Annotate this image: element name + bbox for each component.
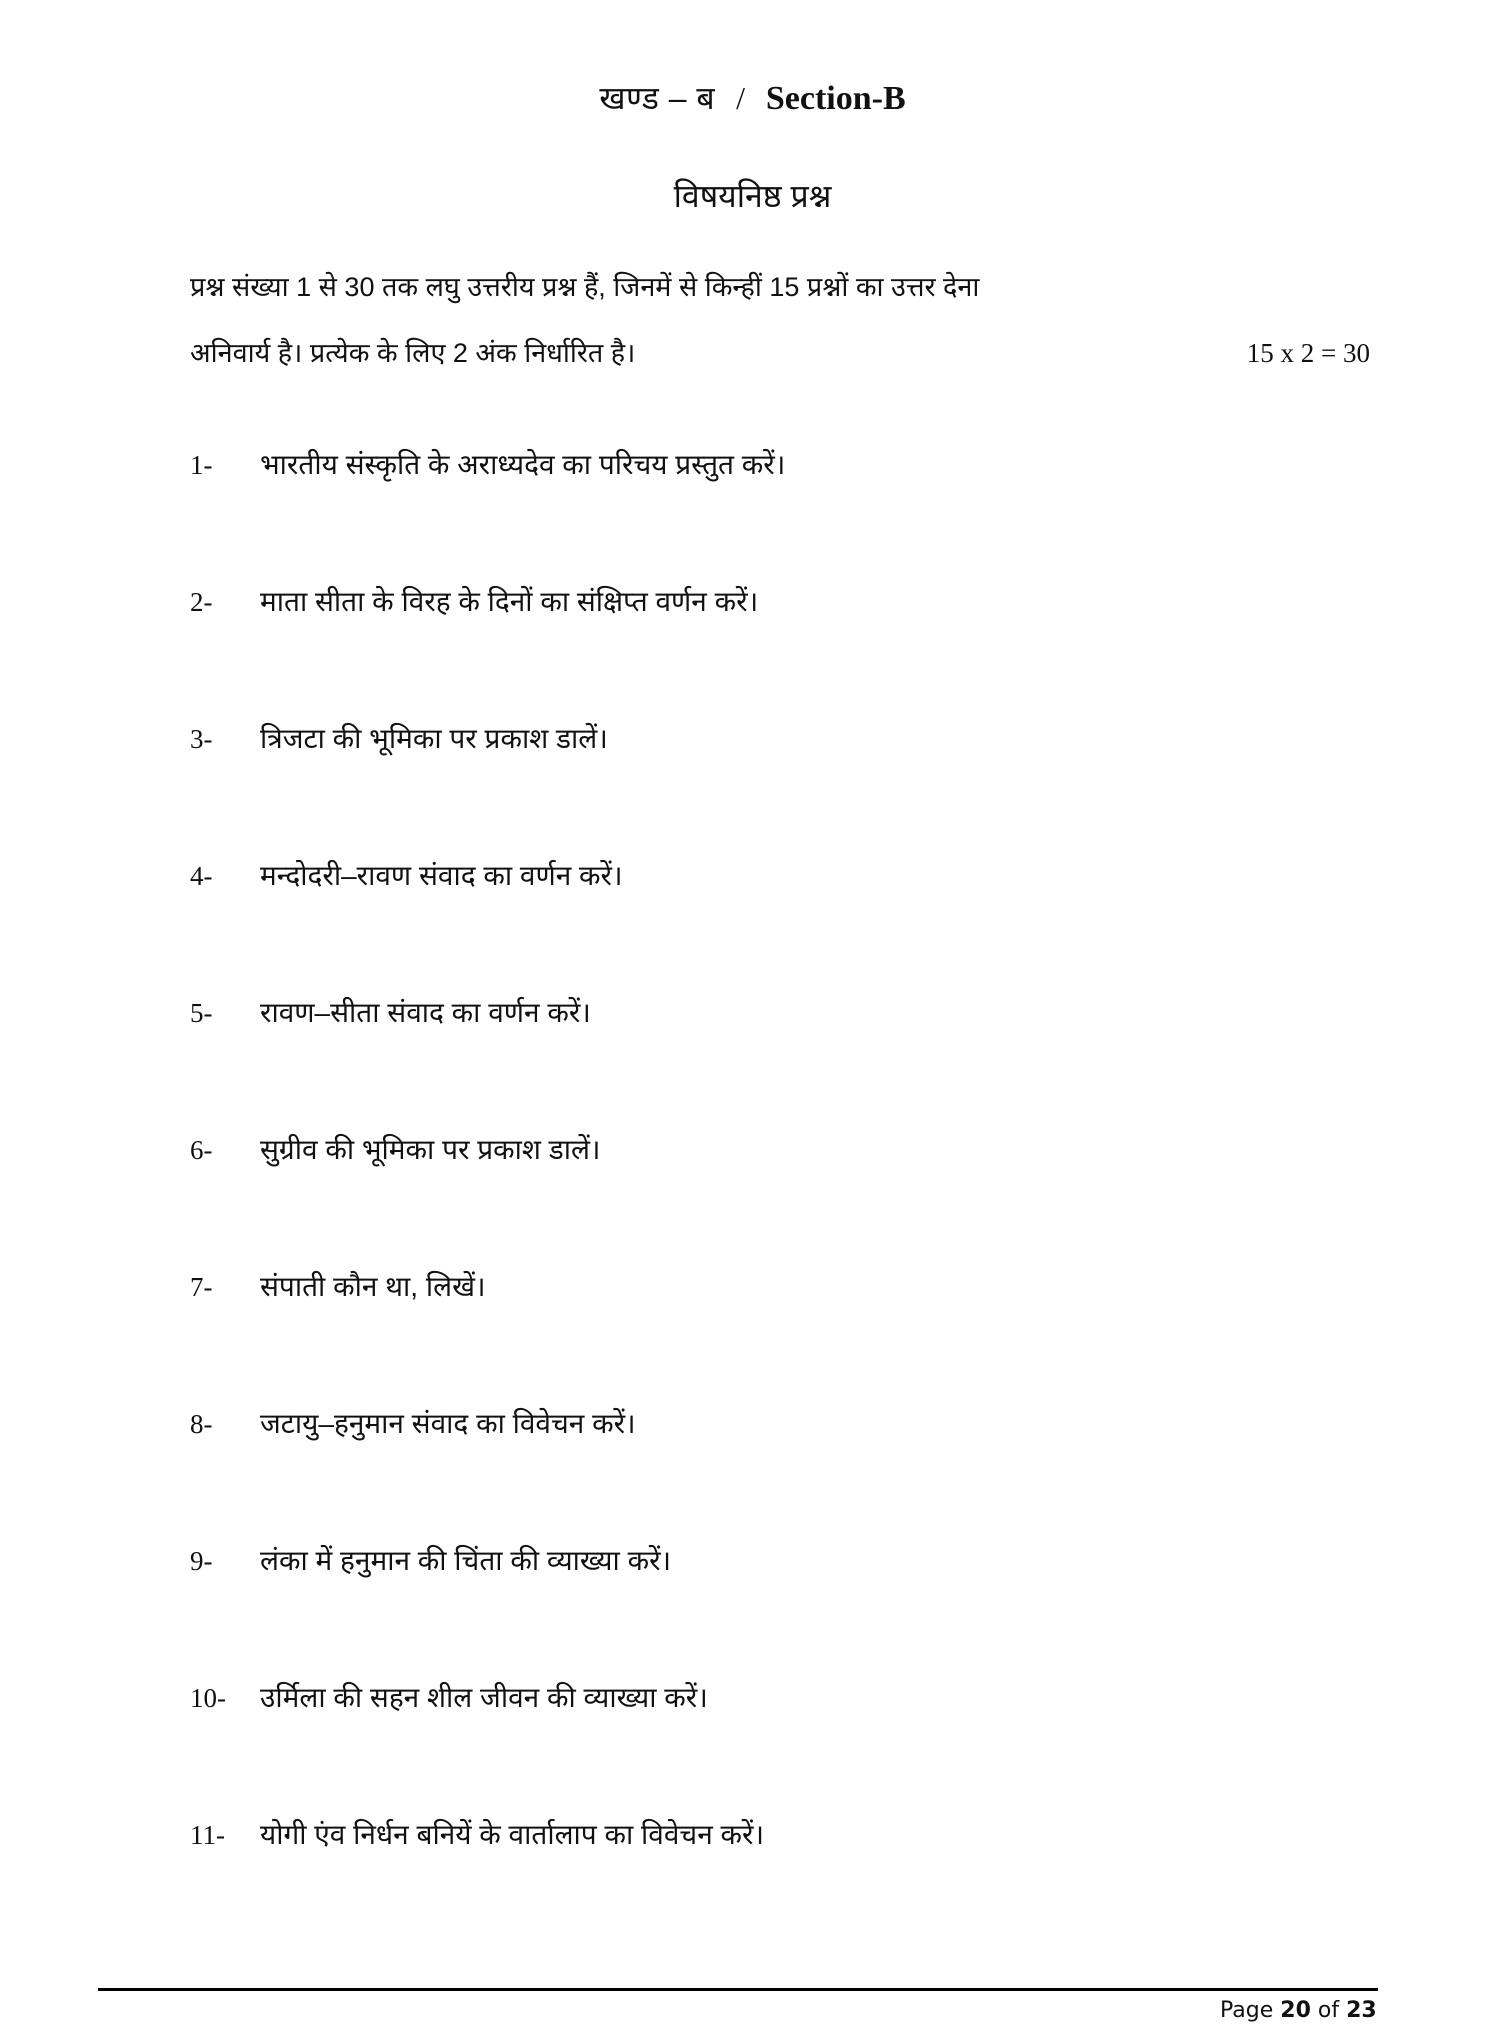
- section-title-english: Section-B: [765, 80, 906, 117]
- page-number: [1220, 1997, 1377, 2025]
- question-item: [190, 1262, 1370, 1399]
- subjective-questions-heading: विषयनिष्ठ प्रश्न: [673, 178, 832, 214]
- question-number: 2-: [190, 587, 213, 617]
- question-item: [190, 1536, 1370, 1673]
- question-number: 9-: [190, 1546, 213, 1576]
- total-pages: 23: [1346, 1998, 1377, 2023]
- question-text: मन्दोदरी–रावण संवाद का वर्णन करें।: [260, 860, 623, 891]
- question-item: [190, 577, 1370, 714]
- question-text: संपाती कौन था, लिखें।: [260, 1271, 486, 1302]
- question-item: [190, 1673, 1370, 1810]
- question-text: भारतीय संस्कृति के अराध्यदेव का परिचय प्रस्तुत करें।: [260, 449, 786, 480]
- instruction-line-2: [190, 320, 1370, 386]
- question-number: 6-: [190, 1135, 213, 1165]
- question-text: माता सीता के विरह के दिनों का संक्षिप्त वर्णन करें।: [260, 586, 759, 617]
- question-list: [190, 440, 1370, 1947]
- question-text: योगी एंव निर्धन बनियें के वार्तालाप का विवेचन करें।: [260, 1819, 765, 1850]
- of-label: of: [1317, 1998, 1340, 2023]
- section-title-separator: /: [736, 80, 745, 116]
- question-item: [190, 714, 1370, 851]
- instruction-line-2-text: अनिवार्य है। प्रत्येक के लिए 2 अंक निर्धारित है।: [190, 338, 636, 368]
- question-item: [190, 988, 1370, 1125]
- question-item: [190, 851, 1370, 988]
- question-number: 5-: [190, 998, 213, 1028]
- question-number: 8-: [190, 1409, 213, 1439]
- question-number: 1-: [190, 450, 213, 480]
- marks-allocation: 15 x 2 = 30: [1246, 338, 1370, 368]
- question-text: रावण–सीता संवाद का वर्णन करें।: [260, 997, 591, 1028]
- current-page: 20: [1280, 1998, 1311, 2023]
- question-number: 11-: [190, 1820, 225, 1850]
- question-number: 3-: [190, 724, 213, 754]
- question-number: 4-: [190, 861, 213, 891]
- instruction-line-1: प्रश्न संख्या 1 से 30 तक लघु उत्तरीय प्रश्न हैं, जिनमें से किन्हीं 15 प्रश्नों का उत्तर देना: [190, 272, 980, 302]
- section-heading: [0, 78, 1505, 119]
- question-item: [190, 1399, 1370, 1536]
- question-item: [190, 440, 1370, 577]
- page-label: Page: [1220, 1998, 1274, 2023]
- question-text: उर्मिला की सहन शील जीवन की व्याख्या करें।: [260, 1682, 708, 1713]
- question-text: जटायु–हनुमान संवाद का विवेचन करें।: [260, 1408, 636, 1439]
- question-number: 10-: [190, 1683, 226, 1713]
- question-text: लंका में हनुमान की चिंता की व्याख्या करें।: [260, 1545, 672, 1576]
- question-item: [190, 1125, 1370, 1262]
- question-text: त्रिजटा की भूमिका पर प्रकाश डालें।: [260, 723, 608, 754]
- instructions: [190, 254, 1370, 386]
- section-title-hindi: खण्ड – ब: [599, 80, 716, 116]
- footer-divider: [98, 1988, 1378, 1991]
- question-text: सुग्रीव की भूमिका पर प्रकाश डालें।: [260, 1134, 601, 1165]
- question-number: 7-: [190, 1272, 213, 1302]
- question-item: [190, 1810, 1370, 1947]
